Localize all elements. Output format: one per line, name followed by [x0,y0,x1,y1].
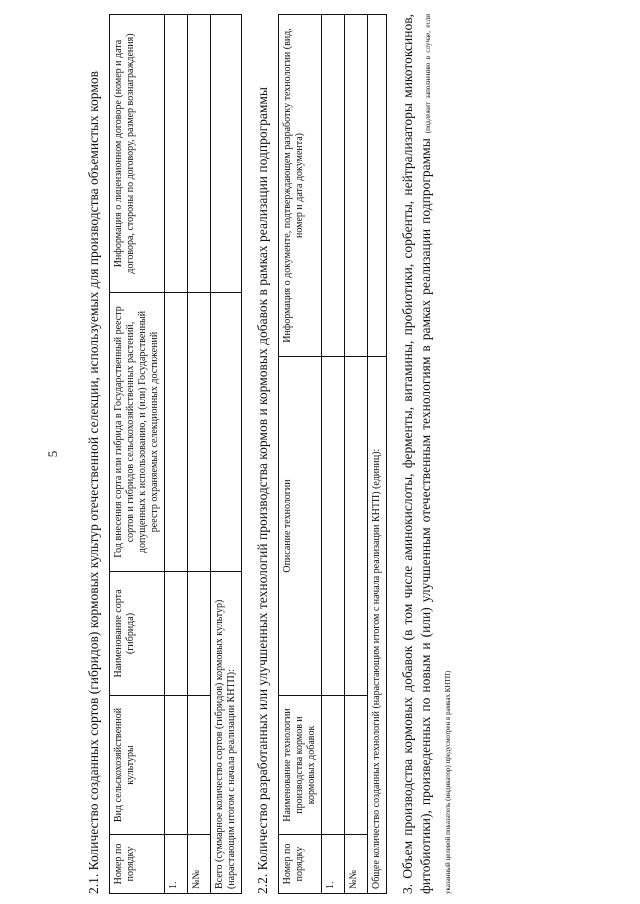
empty-cell [188,15,211,293]
empty-cell [345,15,368,357]
empty-cell [211,293,242,572]
total-label: Общее количество созданных технологий (нарастающим итогом с начала реализации КНТП) (единиц): [368,357,387,894]
page-number: 5 [45,450,60,458]
section-2-1-heading: 2.1. Количество созданных сортов (гибридов) кормовых культур отечественной селекции, используемых для производства объемистых кормов [86,71,101,894]
col-header-number: Номер по порядку [110,835,165,894]
row-number-cell: 1. [322,835,345,894]
section-3-heading [399,14,457,894]
row-number-cell: №№ [188,835,211,894]
empty-cell [165,572,188,696]
empty-cell [165,293,188,572]
table-row [322,15,345,894]
section-3-note: (подлежит заполнению в случае, если указанный целевой показатель (индикатор) предусмотрен в рамках КНТП) [424,13,452,894]
empty-cell [322,696,345,835]
table-header-row [110,15,165,894]
table-row [165,15,188,894]
empty-cell [188,696,211,835]
section-2-2-heading: 2.2. Количество разработанных или улучшенных технологий производства кормов и кормовых добавок в рамках реализации подпрограммы [255,86,270,894]
table-total-row [211,15,242,894]
table-row [345,15,368,894]
section-3-text: 3. Объем производства кормовых добавок (в том числе аминокислоты, ферменты, витамины, пробиотики, сорбенты, нейтрализаторы микотоксинов, фитобиотики), произведенных по новым и (или) улучшенным отечественным технологиям в рамках реализации подпрограммы [400,14,433,894]
rotated-page-content [45,13,535,894]
table-row [188,15,211,894]
total-label: Всего (суммарное количество сортов (гибридов) кормовых культур) (нарастающим итогом с начала реализации КНТП): [211,572,242,894]
empty-cell [165,696,188,835]
col-header-crop-type: Вид сельскохозяйственной культуры [110,696,165,835]
col-header-variety-name: Наименование сорта (гибрида) [110,572,165,696]
col-header-number: Номер по порядку [279,835,322,894]
col-header-document-info: Информация о документе, подтверждающем разработку технологии (вид, номер и дата документа) [279,15,322,357]
table-header-row [279,15,322,894]
table-feed-crop-varieties [109,14,242,894]
empty-cell [345,696,368,835]
empty-cell [322,15,345,357]
table-feed-technologies [278,14,387,894]
empty-cell [165,15,188,293]
empty-cell [188,293,211,572]
empty-cell [368,15,387,357]
empty-cell [322,357,345,696]
col-header-technology-description: Описание технологии [279,357,322,696]
row-number-cell: 1. [165,835,188,894]
empty-cell [345,357,368,696]
col-header-technology-name: Наименование технологии производства кормов и кормовых добавок [279,696,322,835]
empty-cell [211,15,242,293]
col-header-license-info: Информация о лицензионном договоре (номер и дата договора, стороны по договору, размер вознаграждения) [110,15,165,293]
table-total-row [368,15,387,894]
col-header-registry-year: Год внесения сорта или гибрида в Государственный реестр сортов и гибридов сельскохозяйственных растений, допущенных к использованию, и (или) Государственный реестр охраняемых селекционных достижений [110,293,165,572]
row-number-cell: №№ [345,835,368,894]
empty-cell [188,572,211,696]
